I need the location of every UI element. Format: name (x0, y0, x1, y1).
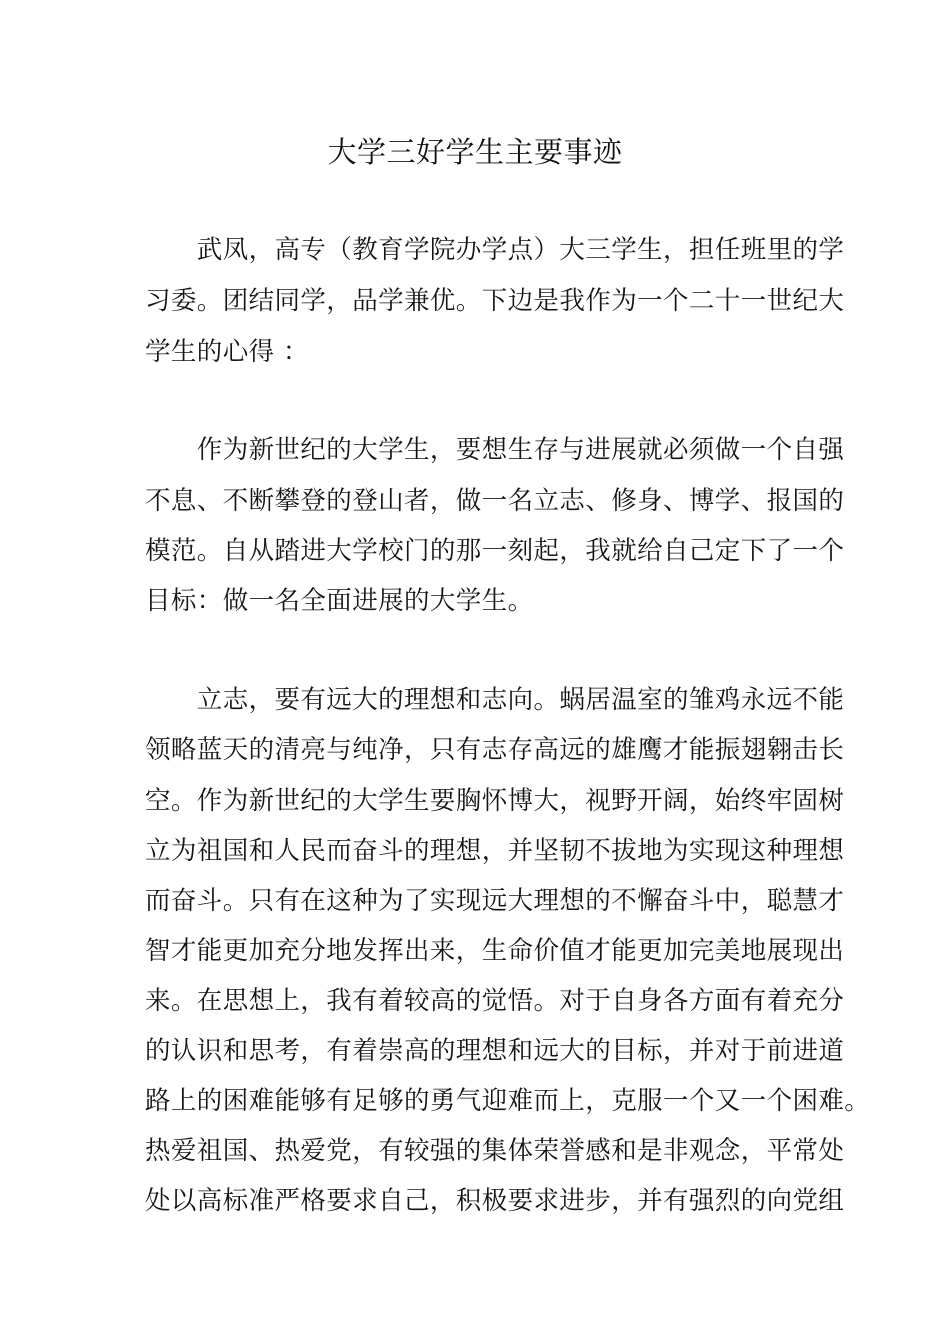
paragraph-line: 目标：做一名全面进展的大学生。 (145, 586, 534, 616)
paragraph-line: 习委。团结同学，品学兼优。下边是我作为一个二十一世纪大 (145, 286, 845, 316)
paragraph-line: 的认识和思考，有着崇高的理想和远大的目标，并对于前进道 (145, 1036, 845, 1066)
paragraph-line: 立为祖国和人民而奋斗的理想，并坚韧不拔地为实现这种理想 (145, 836, 845, 866)
paragraph-line: 作为新世纪的大学生，要想生存与进展就必须做一个自强 (145, 435, 845, 465)
paragraph-line: 武凤，高专（教育学院办学点）大三学生，担任班里的学 (145, 235, 845, 265)
document-title: 大学三好学生主要事迹 (327, 135, 623, 169)
paragraph-line: 热爱祖国、热爱党，有较强的集体荣誉感和是非观念，平常处 (145, 1136, 845, 1166)
paragraph-line: 路上的困难能够有足够的勇气迎难而上，克服一个又一个困难。 (145, 1086, 871, 1116)
paragraph-line: 学生的心得 ： (145, 337, 309, 367)
paragraph-line: 而奋斗。只有在这种为了实现远大理想的不懈奋斗中，聪慧才 (145, 886, 845, 916)
paragraph-line: 处以高标准严格要求自己，积极要求进步，并有强烈的向党组 (145, 1186, 845, 1216)
paragraph-line: 来。在思想上，我有着较高的觉悟。对于自身各方面有着充分 (145, 986, 845, 1016)
paragraph-line: 空。作为新世纪的大学生要胸怀博大，视野开阔，始终牢固树 (145, 786, 845, 816)
paragraph-line: 立志，要有远大的理想和志向。蜗居温室的雏鸡永远不能 (145, 685, 845, 715)
paragraph-line: 智才能更加充分地发挥出来，生命价值才能更加完美地展现出 (145, 936, 845, 966)
paragraph-line: 模范。自从踏进大学校门的那一刻起，我就给自己定下了一个 (145, 536, 845, 566)
paragraph-line: 领略蓝天的清亮与纯净，只有志存高远的雄鹰才能振翅翱击长 (145, 735, 845, 765)
paragraph-line: 不息、不断攀登的登山者，做一名立志、修身、博学、报国的 (145, 486, 845, 516)
